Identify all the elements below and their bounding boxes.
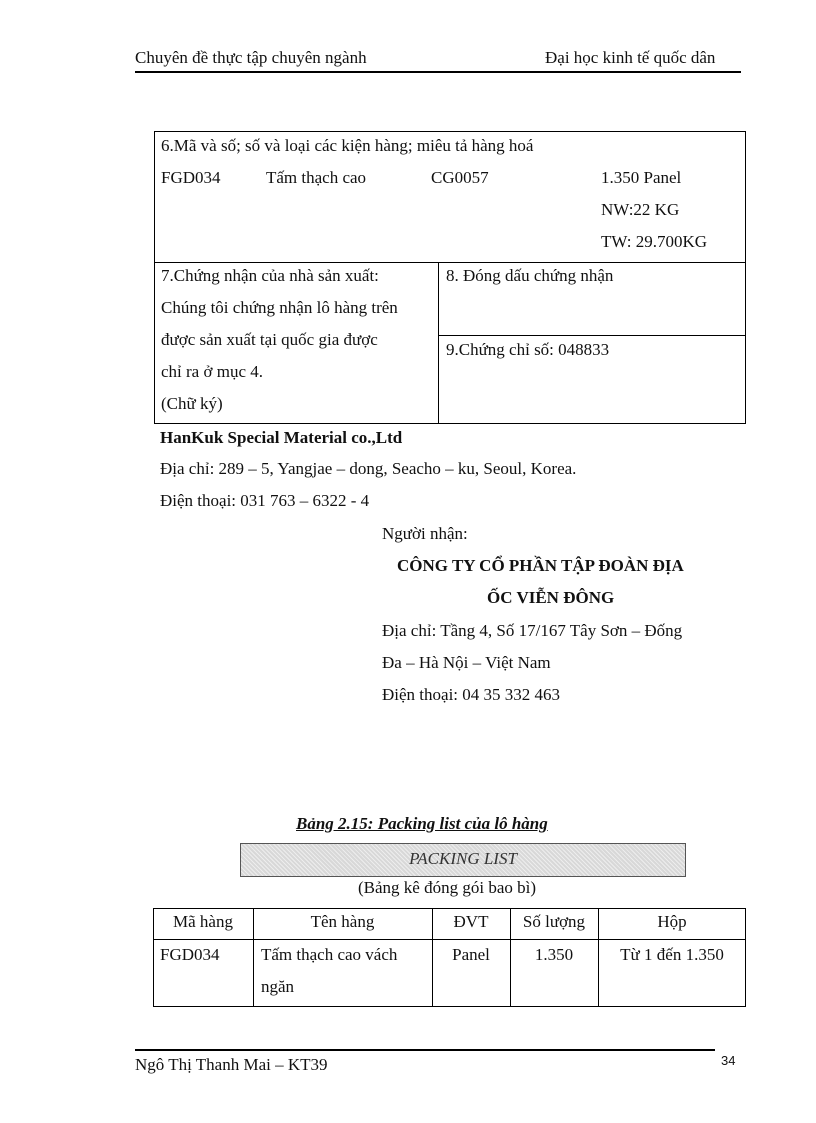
- packing-row-name-1: Tấm thạch cao vách: [261, 945, 398, 964]
- cert-line-3: được sản xuất tại quốc gia được: [161, 330, 378, 349]
- goods-name: Tấm thạch cao: [266, 168, 367, 187]
- sender-phone: Điện thoại: 031 763 – 6322 - 4: [160, 491, 370, 510]
- receiver-address-line-2: Đa – Hà Nội – Việt Nam: [382, 653, 551, 672]
- receiver-address-line-1: Địa chỉ: Tầng 4, Số 17/167 Tây Sơn – Đống: [382, 621, 683, 640]
- cert-line-2: Chúng tôi chứng nhận lô hàng trên: [161, 298, 398, 317]
- packing-row-code: FGD034: [160, 945, 220, 964]
- cert-divider-horizontal: [438, 335, 746, 336]
- sender-address: Địa chỉ: 289 – 5, Yangjae – dong, Seacho – ku, Seoul, Korea.: [160, 459, 577, 478]
- goods-net-weight: NW:22 KG: [601, 200, 680, 219]
- packing-header-box: Hộp: [657, 912, 687, 931]
- cert-number: 9.Chứng chỉ số: 048833: [446, 340, 610, 359]
- packing-row-name-2: ngăn: [261, 977, 295, 996]
- footer-rule: [135, 1049, 715, 1051]
- sender-company: HanKuk Special Material co.,Ltd: [160, 428, 403, 447]
- receiver-phone: Điện thoại: 04 35 332 463: [382, 685, 561, 704]
- cert-line-1: 7.Chứng nhận của nhà sản xuất:: [161, 266, 379, 285]
- footer-author: Ngô Thị Thanh Mai – KT39: [135, 1055, 328, 1074]
- packing-row-qty: 1.350: [534, 945, 574, 964]
- receiver-company-line-2: ỐC VIỄN ĐÔNG: [487, 588, 615, 607]
- goods-ref: CG0057: [431, 168, 489, 187]
- cert-line-4: chỉ ra ở mục 4.: [161, 362, 263, 381]
- packing-row-unit: Panel: [452, 945, 490, 964]
- packing-row-box: Từ 1 đến 1.350: [620, 945, 724, 964]
- packing-table-header-rule: [153, 939, 746, 940]
- packing-header-unit: ĐVT: [453, 912, 489, 931]
- packing-list-title-box: [240, 843, 686, 877]
- packing-header-code: Mã hàng: [173, 912, 233, 931]
- header-right: Đại học kinh tế quốc dân: [545, 48, 716, 67]
- packing-subtitle: (Bảng kê đóng gói bao bì): [358, 878, 536, 897]
- goods-qty: 1.350 Panel: [601, 168, 682, 187]
- header-left: Chuyên đề thực tập chuyên ngành: [135, 48, 367, 67]
- packing-header-qty: Số lượng: [522, 912, 586, 931]
- packing-caption: Bảng 2.15: Packing list của lô hàng: [296, 814, 548, 833]
- goods-code: FGD034: [161, 168, 221, 187]
- goods-total-weight: TW: 29.700KG: [601, 232, 708, 251]
- cert-divider-vertical: [438, 262, 439, 424]
- header-rule: [135, 71, 741, 73]
- receiver-label: Người nhận:: [382, 524, 468, 543]
- page-number: 34: [721, 1053, 736, 1068]
- packing-list-title: PACKING LIST: [409, 849, 517, 868]
- cert-signature: (Chữ ký): [161, 394, 223, 413]
- receiver-company-line-1: CÔNG TY CỔ PHẦN TẬP ĐOÀN ĐỊA: [397, 556, 684, 575]
- cert-stamp-label: 8. Đóng dấu chứng nhận: [446, 266, 614, 285]
- goods-title: 6.Mã và số; số và loại các kiện hàng; miêu tả hàng hoá: [161, 136, 534, 155]
- packing-header-name: Tên hàng: [310, 912, 375, 931]
